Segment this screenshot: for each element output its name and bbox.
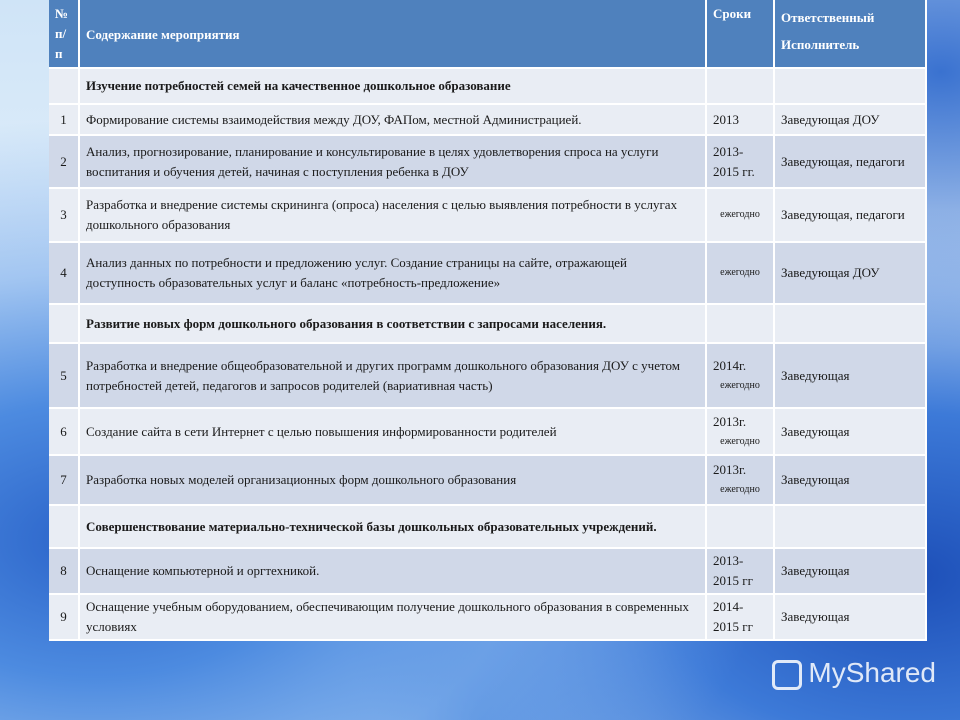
row-content: Разработка новых моделей организационных форм дошкольного образования xyxy=(80,456,707,506)
row-responsible: Заведующая, педагоги xyxy=(775,189,927,243)
row-dates xyxy=(707,189,775,243)
row-num: 8 xyxy=(49,549,80,595)
row-dates-value: 2013-2015 гг xyxy=(713,553,753,588)
table-row xyxy=(49,595,927,641)
row-num: 9 xyxy=(49,595,80,641)
row-content: Изучение потребностей семей на качественное дошкольное образование xyxy=(80,69,707,105)
table-row xyxy=(49,105,927,136)
row-dates-value: 2013г. xyxy=(713,462,747,477)
header-content: Содержание мероприятия xyxy=(80,0,707,69)
table-row xyxy=(49,189,927,243)
header-responsible: Ответственный Исполнитель xyxy=(775,0,927,69)
row-dates-value: 2014г. xyxy=(713,357,747,373)
row-responsible: Заведующая xyxy=(775,456,927,506)
row-content: Совершенствование материально-технической базы дошкольных образовательных учреждений. xyxy=(80,506,707,549)
row-num xyxy=(49,506,80,549)
row-num: 7 xyxy=(49,456,80,506)
row-dates-value: 2013-2015 гг. xyxy=(713,143,755,179)
row-dates xyxy=(707,409,775,456)
row-content: Оснащение компьютерной и оргтехникой. xyxy=(80,549,707,595)
row-dates xyxy=(707,344,775,409)
row-dates-frequency: ежегодно xyxy=(720,379,760,391)
plan-table xyxy=(49,0,927,641)
row-dates xyxy=(707,506,775,549)
row-content: Формирование системы взаимодействия между ДОУ, ФАПом, местной Администрацией. xyxy=(80,105,707,136)
row-content: Разработка и внедрение системы скрининга (опроса) населения с целью выявления потребности в услугах дошкольного образования xyxy=(80,189,707,243)
table-row xyxy=(49,243,927,305)
row-dates xyxy=(707,243,775,305)
watermark-logo-icon xyxy=(772,660,802,690)
row-responsible: Заведующая xyxy=(775,344,927,409)
row-dates-value: 2013г. xyxy=(713,413,747,429)
row-responsible xyxy=(775,305,927,344)
table-row xyxy=(49,344,927,409)
row-content: Анализ, прогнозирование, планирование и консультирование в целях удовлетворения спроса на услуги воспитания и обучения детей, начиная с поступления ребенка в ДОУ xyxy=(80,136,707,189)
row-dates-frequency: ежегодно xyxy=(720,435,760,447)
row-num xyxy=(49,305,80,344)
row-num: 3 xyxy=(49,189,80,243)
section-row xyxy=(49,305,927,344)
row-dates xyxy=(707,456,775,506)
row-num: 5 xyxy=(49,344,80,409)
table-row xyxy=(49,409,927,456)
header-num: № п/п xyxy=(49,0,80,69)
row-dates-frequency: ежегодно xyxy=(720,209,760,220)
row-dates xyxy=(707,69,775,105)
row-responsible: Заведующая xyxy=(775,409,927,456)
row-num: 2 xyxy=(49,136,80,189)
row-responsible xyxy=(775,506,927,549)
row-content: Развитие новых форм дошкольного образования в соответствии с запросами населения. xyxy=(80,305,707,344)
row-num xyxy=(49,69,80,105)
row-content: Оснащение учебным оборудованием, обеспечивающим получение дошкольного образования в современных условиях xyxy=(80,595,707,641)
row-dates-frequency: ежегодно xyxy=(720,267,760,278)
row-dates xyxy=(707,136,775,189)
row-responsible: Заведующая ДОУ xyxy=(775,105,927,136)
row-dates xyxy=(707,595,775,641)
row-content: Разработка и внедрение общеобразовательной и других программ дошкольного образования ДОУ с учетом потребностей детей, педагогов и запросов родителей (вариативная часть) xyxy=(80,344,707,409)
row-dates xyxy=(707,105,775,136)
row-responsible: Заведующая, педагоги xyxy=(775,136,927,189)
row-dates-value: 2013 xyxy=(713,111,739,127)
row-responsible: Заведующая xyxy=(775,595,927,641)
watermark: MyShared xyxy=(772,657,936,690)
row-responsible: Заведующая xyxy=(775,549,927,595)
row-dates-frequency: ежегодно xyxy=(720,484,760,495)
section-row xyxy=(49,506,927,549)
row-content: Анализ данных по потребности и предложению услуг. Создание страницы на сайте, отражающей доступность образовательных услуг и баланс «потребность-предложение» xyxy=(80,243,707,305)
row-dates-value: 2014-2015 гг xyxy=(713,599,753,634)
row-responsible: Заведующая ДОУ xyxy=(775,243,927,305)
table-row xyxy=(49,549,927,595)
row-content: Создание сайта в сети Интернет с целью повышения информированности родителей xyxy=(80,409,707,456)
table-row xyxy=(49,456,927,506)
table-header xyxy=(49,0,927,69)
row-num: 1 xyxy=(49,105,80,136)
row-dates xyxy=(707,549,775,595)
section-row xyxy=(49,69,927,105)
row-dates xyxy=(707,305,775,344)
row-responsible xyxy=(775,69,927,105)
table-row xyxy=(49,136,927,189)
row-num: 6 xyxy=(49,409,80,456)
row-num: 4 xyxy=(49,243,80,305)
header-dates: Сроки xyxy=(707,0,775,69)
